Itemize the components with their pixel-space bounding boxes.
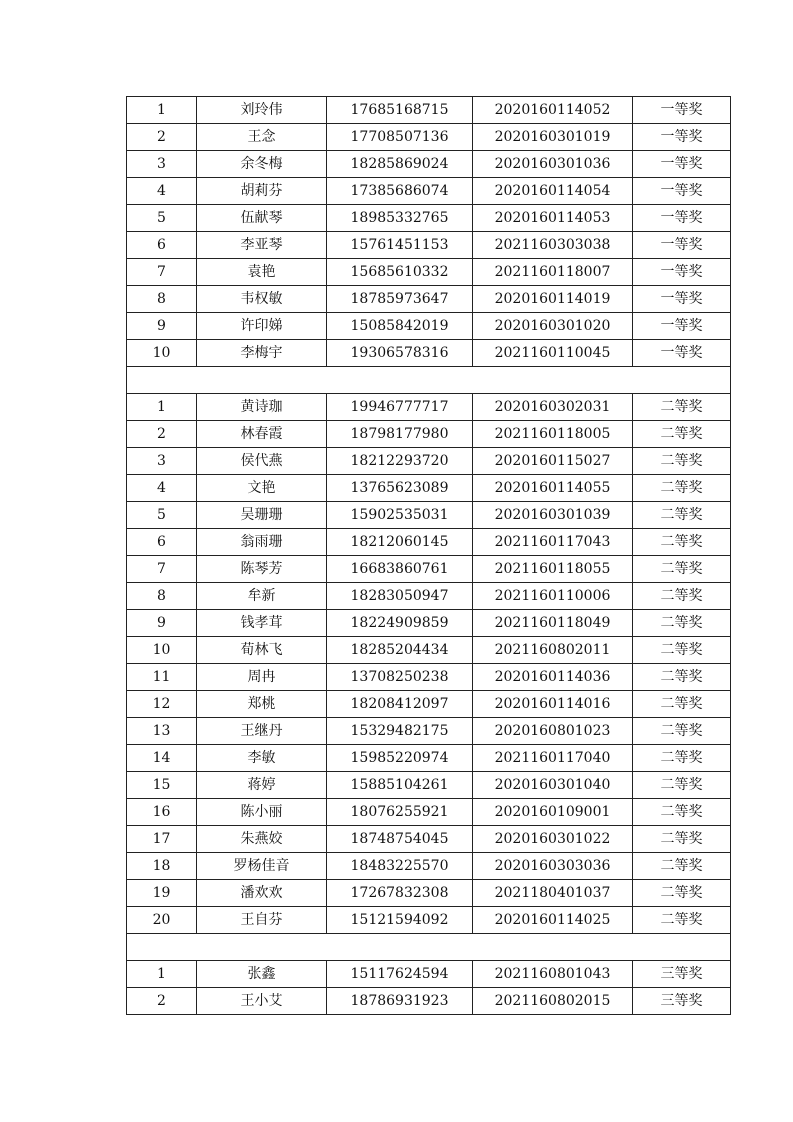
student-id-cell: 2021160802015 [473, 988, 633, 1015]
award-level-cell: 二等奖 [633, 745, 731, 772]
phone-number-cell: 18786931923 [327, 988, 473, 1015]
row-number-cell: 6 [127, 232, 197, 259]
award-table-body [127, 97, 731, 1015]
phone-number-cell: 17385686074 [327, 178, 473, 205]
student-name-cell: 张鑫 [197, 961, 327, 988]
student-id-cell: 2021160118007 [473, 259, 633, 286]
student-name-cell: 罗杨佳音 [197, 853, 327, 880]
row-number-cell: 6 [127, 529, 197, 556]
table-row [127, 772, 731, 799]
phone-number-cell: 18283050947 [327, 583, 473, 610]
phone-number-cell: 18285869024 [327, 151, 473, 178]
table-row [127, 556, 731, 583]
student-name-cell: 李敏 [197, 745, 327, 772]
table-row [127, 178, 731, 205]
table-row [127, 259, 731, 286]
row-number-cell: 12 [127, 691, 197, 718]
student-name-cell: 朱燕姣 [197, 826, 327, 853]
table-row [127, 340, 731, 367]
row-number-cell: 20 [127, 907, 197, 934]
table-row [127, 502, 731, 529]
student-name-cell: 潘欢欢 [197, 880, 327, 907]
row-number-cell: 2 [127, 124, 197, 151]
student-id-cell: 2021180401037 [473, 880, 633, 907]
separator-cell [127, 934, 731, 961]
award-level-cell: 二等奖 [633, 718, 731, 745]
student-id-cell: 2020160114036 [473, 664, 633, 691]
student-name-cell: 余冬梅 [197, 151, 327, 178]
award-level-cell: 一等奖 [633, 259, 731, 286]
row-number-cell: 2 [127, 988, 197, 1015]
student-name-cell: 王念 [197, 124, 327, 151]
table-row [127, 232, 731, 259]
award-level-cell: 一等奖 [633, 178, 731, 205]
student-id-cell: 2020160115027 [473, 448, 633, 475]
student-name-cell: 王自芬 [197, 907, 327, 934]
student-id-cell: 2020160801023 [473, 718, 633, 745]
student-name-cell: 翁雨珊 [197, 529, 327, 556]
row-number-cell: 7 [127, 556, 197, 583]
student-id-cell: 2020160114055 [473, 475, 633, 502]
phone-number-cell: 15761451153 [327, 232, 473, 259]
phone-number-cell: 18985332765 [327, 205, 473, 232]
row-number-cell: 19 [127, 880, 197, 907]
award-level-cell: 二等奖 [633, 610, 731, 637]
student-id-cell: 2020160301036 [473, 151, 633, 178]
student-id-cell: 2021160110006 [473, 583, 633, 610]
student-id-cell: 2021160303038 [473, 232, 633, 259]
student-name-cell: 牟新 [197, 583, 327, 610]
award-level-cell: 二等奖 [633, 637, 731, 664]
phone-number-cell: 17685168715 [327, 97, 473, 124]
table-row [127, 961, 731, 988]
phone-number-cell: 15885104261 [327, 772, 473, 799]
student-id-cell: 2020160114052 [473, 97, 633, 124]
student-name-cell: 郑桃 [197, 691, 327, 718]
student-name-cell: 荀林飞 [197, 637, 327, 664]
phone-number-cell: 15685610332 [327, 259, 473, 286]
row-number-cell: 4 [127, 475, 197, 502]
row-number-cell: 5 [127, 502, 197, 529]
phone-number-cell: 18798177980 [327, 421, 473, 448]
row-number-cell: 10 [127, 637, 197, 664]
student-name-cell: 陈小丽 [197, 799, 327, 826]
award-level-cell: 二等奖 [633, 880, 731, 907]
table-row [127, 151, 731, 178]
table-row [127, 826, 731, 853]
award-level-cell: 二等奖 [633, 475, 731, 502]
award-level-cell: 一等奖 [633, 124, 731, 151]
student-id-cell: 2020160114016 [473, 691, 633, 718]
row-number-cell: 7 [127, 259, 197, 286]
student-id-cell: 2021160802011 [473, 637, 633, 664]
award-level-cell: 三等奖 [633, 961, 731, 988]
phone-number-cell: 18285204434 [327, 637, 473, 664]
phone-number-cell: 13765623089 [327, 475, 473, 502]
row-number-cell: 9 [127, 313, 197, 340]
award-level-cell: 二等奖 [633, 583, 731, 610]
student-name-cell: 陈琴芳 [197, 556, 327, 583]
row-number-cell: 14 [127, 745, 197, 772]
student-name-cell: 胡莉芬 [197, 178, 327, 205]
row-number-cell: 3 [127, 448, 197, 475]
award-level-cell: 二等奖 [633, 691, 731, 718]
phone-number-cell: 18212060145 [327, 529, 473, 556]
phone-number-cell: 19946777717 [327, 394, 473, 421]
student-name-cell: 林春霞 [197, 421, 327, 448]
student-id-cell: 2020160114053 [473, 205, 633, 232]
student-id-cell: 2020160303036 [473, 853, 633, 880]
award-level-cell: 一等奖 [633, 151, 731, 178]
phone-number-cell: 18785973647 [327, 286, 473, 313]
table-row [127, 583, 731, 610]
phone-number-cell: 18208412097 [327, 691, 473, 718]
table-row [127, 745, 731, 772]
award-level-cell: 一等奖 [633, 97, 731, 124]
award-level-cell: 二等奖 [633, 421, 731, 448]
award-table [126, 96, 731, 1015]
award-level-cell: 一等奖 [633, 313, 731, 340]
student-id-cell: 2020160301039 [473, 502, 633, 529]
table-row [127, 610, 731, 637]
table-row [127, 691, 731, 718]
student-id-cell: 2020160301020 [473, 313, 633, 340]
table-row [127, 475, 731, 502]
group-separator-row [127, 367, 731, 394]
table-row [127, 313, 731, 340]
student-id-cell: 2020160301019 [473, 124, 633, 151]
row-number-cell: 8 [127, 286, 197, 313]
phone-number-cell: 15117624594 [327, 961, 473, 988]
student-name-cell: 韦权敏 [197, 286, 327, 313]
award-level-cell: 二等奖 [633, 853, 731, 880]
student-name-cell: 许印娣 [197, 313, 327, 340]
student-id-cell: 2021160801043 [473, 961, 633, 988]
student-id-cell: 2020160114054 [473, 178, 633, 205]
student-name-cell: 袁艳 [197, 259, 327, 286]
table-row [127, 718, 731, 745]
student-name-cell: 王继丹 [197, 718, 327, 745]
table-row [127, 907, 731, 934]
student-id-cell: 2021160117040 [473, 745, 633, 772]
award-level-cell: 一等奖 [633, 340, 731, 367]
student-id-cell: 2020160301022 [473, 826, 633, 853]
table-row [127, 853, 731, 880]
row-number-cell: 5 [127, 205, 197, 232]
table-row [127, 124, 731, 151]
row-number-cell: 4 [127, 178, 197, 205]
table-row [127, 394, 731, 421]
row-number-cell: 13 [127, 718, 197, 745]
phone-number-cell: 19306578316 [327, 340, 473, 367]
table-row [127, 664, 731, 691]
phone-number-cell: 15121594092 [327, 907, 473, 934]
student-name-cell: 刘玲伟 [197, 97, 327, 124]
student-name-cell: 黄诗珈 [197, 394, 327, 421]
table-row [127, 448, 731, 475]
phone-number-cell: 15902535031 [327, 502, 473, 529]
student-name-cell: 钱孝茸 [197, 610, 327, 637]
award-level-cell: 二等奖 [633, 448, 731, 475]
student-id-cell: 2020160301040 [473, 772, 633, 799]
table-row [127, 205, 731, 232]
award-level-cell: 一等奖 [633, 232, 731, 259]
phone-number-cell: 17708507136 [327, 124, 473, 151]
row-number-cell: 15 [127, 772, 197, 799]
student-id-cell: 2021160118055 [473, 556, 633, 583]
award-level-cell: 二等奖 [633, 502, 731, 529]
row-number-cell: 1 [127, 961, 197, 988]
student-id-cell: 2020160114025 [473, 907, 633, 934]
row-number-cell: 2 [127, 421, 197, 448]
student-name-cell: 周冉 [197, 664, 327, 691]
award-level-cell: 二等奖 [633, 826, 731, 853]
student-id-cell: 2021160118005 [473, 421, 633, 448]
award-level-cell: 二等奖 [633, 772, 731, 799]
student-name-cell: 侯代燕 [197, 448, 327, 475]
award-level-cell: 二等奖 [633, 394, 731, 421]
group-separator-row [127, 934, 731, 961]
award-level-cell: 二等奖 [633, 556, 731, 583]
student-name-cell: 吴珊珊 [197, 502, 327, 529]
student-id-cell: 2021160110045 [473, 340, 633, 367]
phone-number-cell: 17267832308 [327, 880, 473, 907]
student-id-cell: 2020160109001 [473, 799, 633, 826]
row-number-cell: 1 [127, 394, 197, 421]
phone-number-cell: 13708250238 [327, 664, 473, 691]
award-level-cell: 二等奖 [633, 799, 731, 826]
phone-number-cell: 15085842019 [327, 313, 473, 340]
row-number-cell: 1 [127, 97, 197, 124]
phone-number-cell: 18076255921 [327, 799, 473, 826]
student-name-cell: 伍献琴 [197, 205, 327, 232]
award-level-cell: 二等奖 [633, 664, 731, 691]
table-row [127, 799, 731, 826]
row-number-cell: 9 [127, 610, 197, 637]
separator-cell [127, 367, 731, 394]
student-name-cell: 王小艾 [197, 988, 327, 1015]
student-name-cell: 李亚琴 [197, 232, 327, 259]
student-name-cell: 蒋婷 [197, 772, 327, 799]
phone-number-cell: 18483225570 [327, 853, 473, 880]
phone-number-cell: 18224909859 [327, 610, 473, 637]
student-id-cell: 2021160118049 [473, 610, 633, 637]
phone-number-cell: 15985220974 [327, 745, 473, 772]
student-id-cell: 2020160302031 [473, 394, 633, 421]
phone-number-cell: 18748754045 [327, 826, 473, 853]
phone-number-cell: 15329482175 [327, 718, 473, 745]
student-name-cell: 李梅宇 [197, 340, 327, 367]
table-row [127, 880, 731, 907]
table-row [127, 637, 731, 664]
row-number-cell: 8 [127, 583, 197, 610]
row-number-cell: 18 [127, 853, 197, 880]
table-row [127, 988, 731, 1015]
award-level-cell: 二等奖 [633, 529, 731, 556]
row-number-cell: 16 [127, 799, 197, 826]
row-number-cell: 17 [127, 826, 197, 853]
phone-number-cell: 18212293720 [327, 448, 473, 475]
table-row [127, 286, 731, 313]
phone-number-cell: 16683860761 [327, 556, 473, 583]
student-name-cell: 文艳 [197, 475, 327, 502]
row-number-cell: 10 [127, 340, 197, 367]
student-id-cell: 2020160114019 [473, 286, 633, 313]
award-level-cell: 一等奖 [633, 286, 731, 313]
row-number-cell: 11 [127, 664, 197, 691]
row-number-cell: 3 [127, 151, 197, 178]
award-level-cell: 三等奖 [633, 988, 731, 1015]
student-id-cell: 2021160117043 [473, 529, 633, 556]
award-level-cell: 二等奖 [633, 907, 731, 934]
table-row [127, 421, 731, 448]
table-row [127, 529, 731, 556]
award-level-cell: 一等奖 [633, 205, 731, 232]
table-row [127, 97, 731, 124]
